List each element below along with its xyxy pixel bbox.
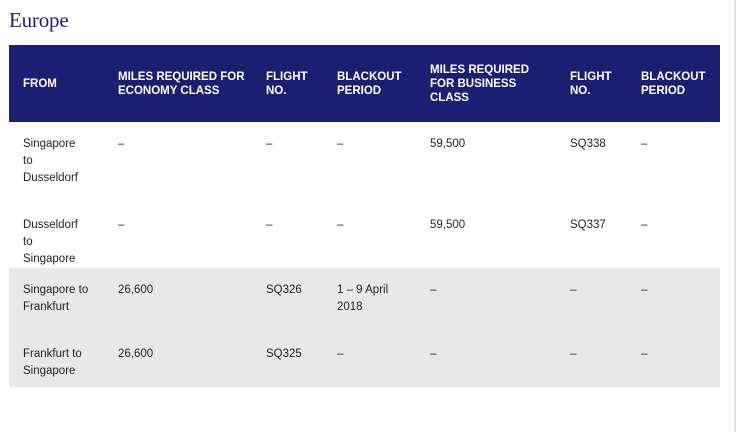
cell-economy-flight-no: – [266,138,273,150]
header-from: FROM [9,45,104,122]
cell-business-blackout: – [627,268,720,332]
cell-economy-miles: – [118,219,125,231]
cell-economy-blackout: 1 – 9 April 2018 [323,268,416,332]
cell-from [9,332,104,387]
cell-business-miles: – [416,332,556,387]
cell-economy-flight-no: – [266,219,273,231]
cell-business-flight-no: – [556,268,627,332]
cell-economy-flight-no: SQ325 [252,332,323,387]
cell-business-miles: – [416,268,556,332]
header-business-flight-no: FLIGHT NO. [556,45,627,122]
cell-business-blackout: – [641,138,648,150]
table-row [9,203,720,268]
cell-from [9,122,104,203]
cell-economy-miles: – [118,138,125,150]
header-economy-miles: MILES REQUIRED FOR ECONOMY CLASS [104,45,252,122]
cell-business-miles: 59,500 [430,138,466,150]
cell-economy-flight-no: SQ326 [252,268,323,332]
cell-business-flight-no: SQ337 [570,219,606,231]
cell-business-blackout: – [627,332,720,387]
cell-business-blackout: – [641,219,648,231]
cell-from [9,203,104,268]
cell-from [9,268,104,332]
section-title: Europe [9,8,69,32]
table-row [9,268,720,332]
cell-economy-blackout: – [323,332,416,387]
route-label: Dusseldorf to Singapore [23,219,78,265]
route-label: Singapore to Frankfurt [23,284,89,313]
cell-business-miles: 59,500 [430,219,466,231]
cell-economy-blackout: – [337,138,344,150]
route-label: Singapore to Dusseldorf [23,138,78,184]
table-header-row [9,45,720,122]
header-economy-flight-no: FLIGHT NO. [252,45,323,122]
cell-economy-miles: 26,600 [104,268,252,332]
miles-table [9,45,720,387]
cell-economy-blackout: – [337,219,344,231]
cell-economy-miles: 26,600 [104,332,252,387]
header-economy-blackout: BLACKOUT PERIOD [323,45,416,122]
table-row [9,122,720,203]
cell-business-flight-no: SQ338 [570,138,606,150]
header-business-miles: MILES REQUIRED FOR BUSINESS CLASS [416,45,556,122]
cell-business-flight-no: – [556,332,627,387]
table-row [9,332,720,387]
route-label: Frankfurt to Singapore [23,348,82,377]
header-business-blackout: BLACKOUT PERIOD [627,45,720,122]
